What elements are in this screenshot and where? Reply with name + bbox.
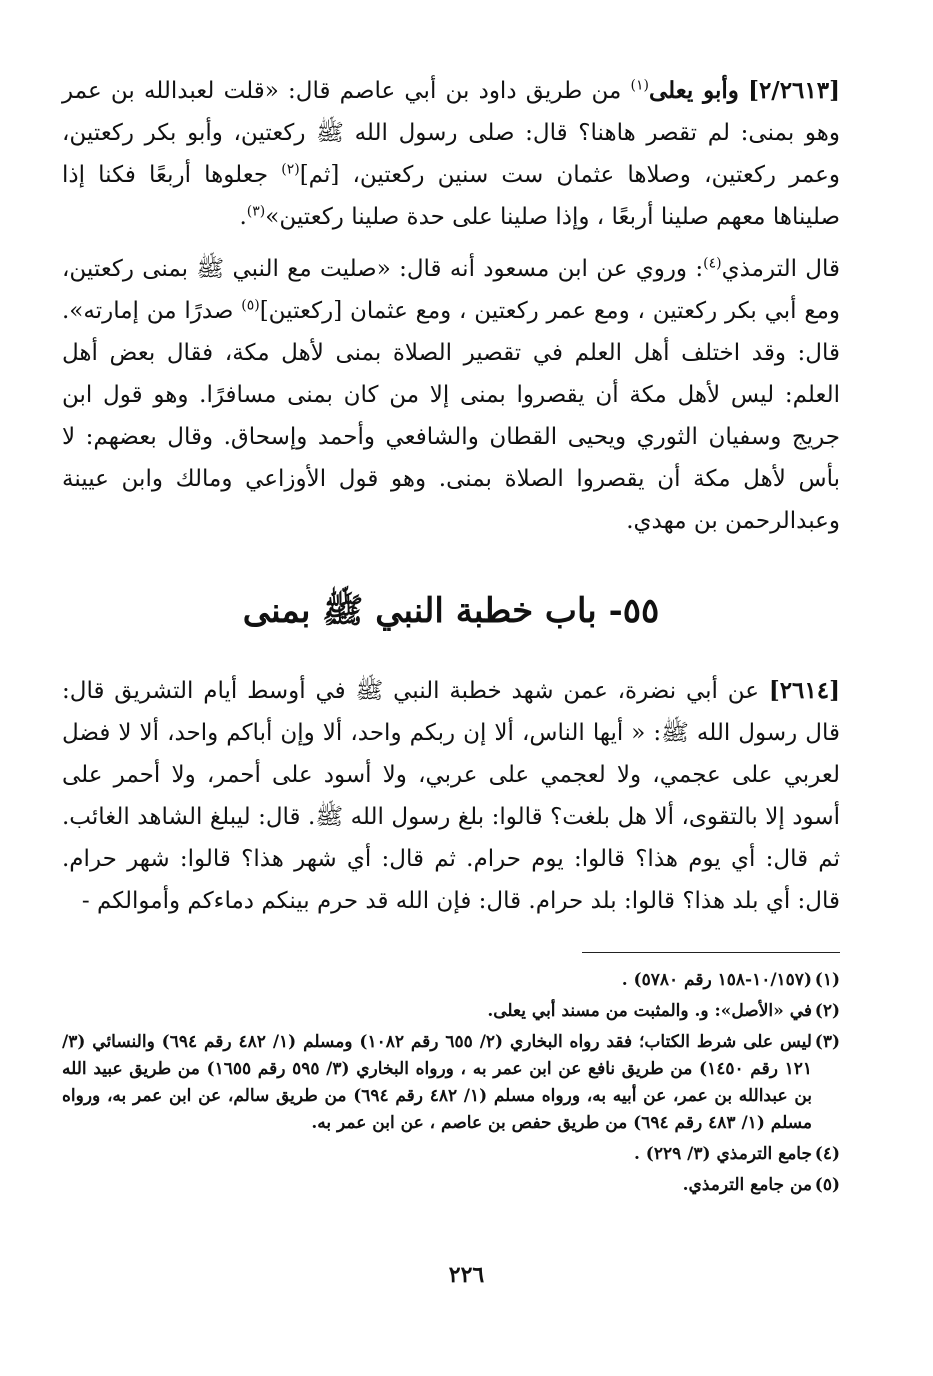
footnote-number: (١) (814, 970, 840, 990)
footnote-marker-3[interactable]: (٣) (246, 203, 266, 220)
chapter-heading: ٥٥- باب خطبة النبي ﷺ بمنى (242, 591, 660, 631)
hadith-text: عن أبي نضرة، عمن شهد خطبة النبي ﷺ في أوسط أيام التشريق قال: قال رسول الله ﷺ: « أيها الناس، ألا إن ربكم واحد، ألا وإن أباكم واحد، ألا لا فضل لعربي على عجمي، ولا لعجمي على عربي، ولا أسود على أحمر، ولا أحمر على أسود إلا بالتقوى، ألا هل بلغت؟ قالوا: بلغ رسول الله ﷺ. قال: ليبلغ الشاهد الغائب. ثم قال: أي يوم هذا؟ قالوا: يوم حرام. ثم قال: أي شهر هذا؟ قالوا: شهر حرام. قال: أي بلد هذا؟ قالوا: بلد حرام. قال: فإن الله قد حرم بينكم دماءكم وأموالكم - (62, 678, 841, 914)
footnote-number: (٢) (814, 1001, 840, 1021)
tirmidhi-intro: قال الترمذي (721, 256, 840, 282)
footnote-number: (٥) (814, 1175, 840, 1195)
page-number: ٢٢٦ (448, 1262, 485, 1288)
tirmidhi-text: : وروي عن ابن مسعود أنه قال: «صليت مع النبي ﷺ بمنى ركعتين، ومع أبي بكر ركعتين ، ومع عمر ركعتين ، ومع عثمان [ركعتين] (62, 256, 840, 324)
footnote-4 (62, 1141, 840, 1168)
footnote-5 (62, 1172, 840, 1199)
footnote-marker-1[interactable]: (١) (630, 77, 649, 94)
footnote-text: (١٠/١٥٧-١٥٨ رقم ٥٧٨٠) . (621, 970, 812, 990)
footnote-marker-5[interactable]: (٥) (241, 297, 260, 314)
hadith-paragraph-2614 (62, 670, 840, 922)
hadith-number: [٢/٢٦١٣] (748, 77, 841, 104)
footnote-number: (٤) (814, 1144, 840, 1164)
tirmidhi-text-cont: صدرًا من إمارته». قال: وقد اختلف أهل العلم في تقصير الصلاة بمنى لأهل مكة، فقال بعض أهل العلم: ليس لأهل مكة أن يقصروا بمنى إلا من كان بمنى مسافرًا. وهو قول ابن جريج وسفيان الثوري ويحيى القطان والشافعي وأحمد وإسحاق. وقال بعضهم: لا بأس لأهل مكة أن يقصروا الصلاة بمنى. وهو قول الأوزاعي ومالك وابن عيينة وعبدالرحمن بن مهدي. (62, 298, 840, 534)
footnote-text: ليس على شرط الكتاب؛ فقد رواه البخاري (٢/ ٦٥٥ رقم ١٠٨٢) ومسلم (١/ ٤٨٢ رقم ٦٩٤) والنسائي (٣/ ١٢١ رقم ١٤٥٠) من طريق نافع عن ابن عمر به ، ورواه البخاري (٣/ ٥٩٥ رقم ١٦٥٥) من طريق عبيد الله بن عبدالله بن عمر، عن أبيه به، ورواه مسلم (١/ ٤٨٢ رقم ٦٩٤) من طريق سالم، عن ابن عمر به، ورواه مسلم (١/ ٤٨٣ رقم ٦٩٤) من طريق حفص بن عاصم ، عن ابن عمر به. (62, 1032, 812, 1133)
narrator-name: وأبو يعلى (648, 77, 739, 104)
footnote-number: (٣) (814, 1032, 840, 1052)
footnote-marker-4[interactable]: (٤) (703, 255, 722, 272)
footnote-marker-2[interactable]: (٢) (281, 161, 300, 178)
hadith-paragraph-2613 (62, 70, 840, 238)
hadith-text: من طريق داود بن أبي عاصم قال: «قلت لعبدالله بن عمر وهو بمنى: لم تقصر هاهنا؟ قال: صلى رسول الله ﷺ ركعتين، وأبو بكر ركعتين، وعمر ركعتين، وصلاها عثمان ست سنين ركعتين، [ثم] (62, 78, 840, 188)
footnote-1 (62, 967, 840, 994)
footnote-text: جامع الترمذي (٣/ ٢٢٩) . (633, 1144, 812, 1164)
hadith-text-cont: جعلوها أربعًا فكنا إذا صليناها معهم صلينا أربعًا ، وإذا صلينا على حدة صلينا ركعتين» (62, 162, 840, 230)
footnote-2 (62, 998, 840, 1025)
footnote-3 (62, 1029, 840, 1137)
tirmidhi-paragraph (62, 248, 840, 542)
book-page (62, 70, 840, 1203)
hadith-number: [٢٦١٤] (768, 677, 841, 704)
footnote-text: من جامع الترمذي. (682, 1175, 812, 1195)
footnotes (62, 967, 840, 1199)
footnote-divider (582, 952, 840, 953)
hadith-text-end: . (239, 204, 247, 230)
footnote-text: في «الأصل»: و. والمثبت من مسند أبي يعلى. (487, 1001, 812, 1021)
